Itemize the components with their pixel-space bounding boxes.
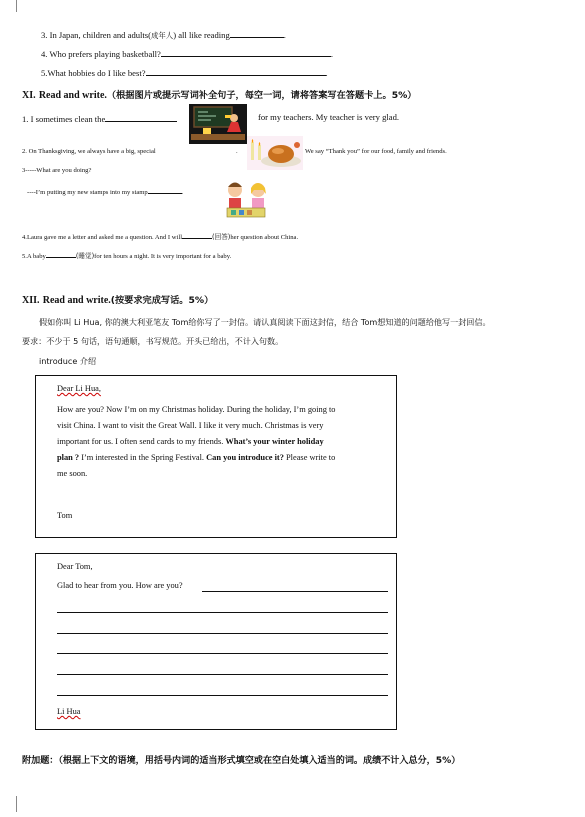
blackboard-cleaning-picture [189,104,247,144]
answer-blank[interactable] [46,250,76,258]
stamp-album-picture [219,178,273,220]
reply-letter: Dear Tom, Glad to hear from you. How are you? Li Hua [35,553,397,730]
writing-line[interactable] [57,695,388,696]
xi-question-2-rest: We say “Thank you” for our food, family and friends. [305,148,447,155]
xi-question-1-rest: for my teachers. My teacher is very glad. [258,112,400,122]
reply-signature: Li Hua [57,707,81,716]
bonus-header: 附加题：（根据上下文的语境，用括号内词的适当形式填空或在空白处填入适当的词。成绩不计入总分，5%） [22,756,461,766]
writing-line[interactable] [57,612,388,613]
letter-greeting: Dear Li Hua, [57,384,101,393]
vocab-note: introduce 介绍 [39,356,97,366]
margin-corner-mark [8,796,17,812]
answer-blank[interactable] [105,112,177,122]
xi-question-3-line2: ----I’m putting my new stamps into my stamp . [27,186,183,196]
thanksgiving-dinner-picture [247,136,303,170]
writing-line[interactable] [57,653,388,654]
question-5: 5.What hobbies do I like best? . [41,68,328,78]
reply-greeting: Dear Tom, [57,562,93,571]
writing-line[interactable] [202,591,388,592]
section-xii-body-line2: 要求：不少于 5 句话，语句通顺，书写规范。开头已给出，不计入句数。 [22,336,284,346]
answer-blank[interactable] [146,66,326,76]
xi-question-4: 4.Laura gave me a letter and asked me a question. And I will (回答)her question about China. [22,233,299,241]
answer-blank[interactable] [230,28,284,38]
xi-question-3-line1: 3-----What are you doing? [22,167,92,174]
section-xi-header: XI. Read and write.（根据图片或提示写词补全句子，每空一词，请将答案写在答题卡上。5%） [22,90,417,101]
margin-corner-mark [8,0,17,12]
question-3: 3. In Japan, children and adults(成年人) all like reading . [41,30,286,40]
answer-blank[interactable] [148,186,182,194]
writing-line[interactable] [57,633,388,634]
writing-line[interactable] [57,674,388,675]
letter-signature: Tom [57,511,73,520]
section-xii-body-line1: 假如你叫 Li Hua, 你的澳大利亚笔友 Tom给你写了一封信。请认真阅读下面这封信，结合 Tom想知道的问题给他写一封回信。 [39,317,491,327]
xi-question-1: 1. I sometimes clean the [22,112,177,124]
answer-blank[interactable] [161,47,331,57]
xi-question-5: 5.A baby (睡觉)for ten hours a night. It is very important for a baby. [22,252,232,260]
question-4: 4. Who prefers playing basketball? . [41,49,334,59]
answer-blank[interactable] [182,231,212,239]
letter-from-tom: Dear Li Hua, How are you? Now I’m on my Christmas holiday. During the holiday, I’m going to visit China. I want to visit the Great Wall. I like it very much. Christmas is very important for us. I often send cards to my friends. What’s your winter holiday plan ? I’m interested in the Spring Festival. Can you introduce it? Please write to me soon. Tom [35,375,397,538]
section-xii-header: XII. Read and write.(按要求完成写话。5%） [22,295,214,306]
xi-question-2: 2. On Thanksgiving, we always have a big, special [22,148,156,155]
